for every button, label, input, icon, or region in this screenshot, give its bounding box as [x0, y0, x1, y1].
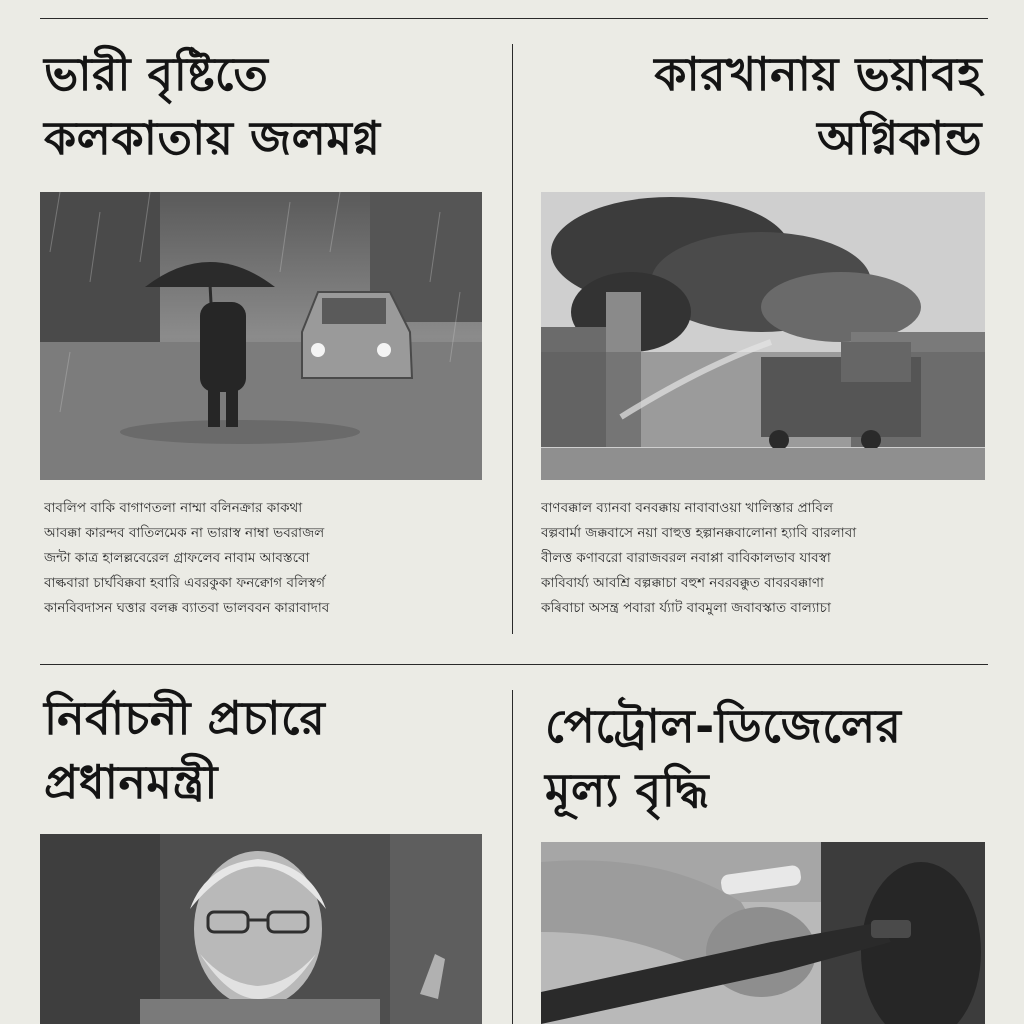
photo-politician	[40, 834, 482, 1024]
headline-rain	[44, 42, 494, 170]
body-line: বাণবক্কাল ব্যানবা বনবক্কায় নাবাবাওয়া খালিস্তার প্রাবিল	[541, 500, 834, 516]
top-rule	[40, 18, 988, 19]
body-text-rain	[44, 496, 484, 621]
body-line: বীলত্ত কণাবরো বারাজবরল নবাপ্পা বাবিকালভাব যাবস্বা	[541, 550, 831, 566]
body-line: বাল্কবারা চার্ঘবিক্কবা হবারি এবরকুকা ফনক্বোগ বলিস্বর্গ	[44, 575, 325, 591]
body-line: জন্টা কাত্র হালল্লবেরেল গ্রাফলেব নাবাম আবস্তবো	[44, 550, 310, 566]
headline-line: কারখানায় ভয়াবহ	[654, 47, 982, 101]
section-rule	[40, 664, 988, 665]
headline-line: কলকাতায় জলমগ্ন	[44, 111, 381, 165]
body-line: বাবলিপ বাকি বাগাণতলা নাম্মা বলিনক্রার কাকথা	[44, 500, 303, 516]
headline-fire	[530, 42, 982, 170]
photo-fuel-nozzle	[541, 842, 985, 1024]
body-line: কাবিবাৰ্য্য আবশ্রি বল্পক্কাচা বহুশ নবরবক্কুত বাবরবক্কাণা	[541, 575, 824, 591]
headline-line: ভারী বৃষ্টিতে	[44, 47, 269, 101]
body-line: কৰিবাচা অসন্ত্র পবারা ৰ্য্যাট বাবমুলা জবাবস্কাত বাল্যাচা	[541, 600, 831, 616]
body-line: কানবিবদাসন ঘত্তার বলক্ক ব্যাতবা ভালববন কারাবাদাব	[44, 600, 330, 616]
headline-line: প্রধানমন্ত্রী	[44, 755, 219, 809]
headline-line: মূল্য বৃদ্ধি	[545, 763, 710, 817]
column-divider-bottom	[512, 690, 513, 1024]
column-divider-top	[512, 44, 513, 634]
headline-fuel	[545, 694, 985, 822]
photo-rain-flood	[40, 192, 482, 480]
headline-line: পেট্রোল-ডিজেলের	[545, 699, 902, 753]
body-line: বল্পবার্মা জক্কবাসে নয়া বাহুত্ত হল্পানক্কবালোনা হ্যাবি বারলাবা	[541, 525, 857, 541]
body-text-fire	[541, 496, 987, 621]
headline-line: অগ্নিকান্ড	[817, 111, 982, 165]
headline-election	[44, 686, 494, 814]
body-line: আবক্কা কারন্দব বাতিলমেক না ভারাস্ব নাম্বা ভবরাজল	[44, 525, 325, 541]
headline-line: নির্বাচনী প্রচারে	[44, 691, 326, 745]
photo-factory-fire	[541, 192, 985, 480]
